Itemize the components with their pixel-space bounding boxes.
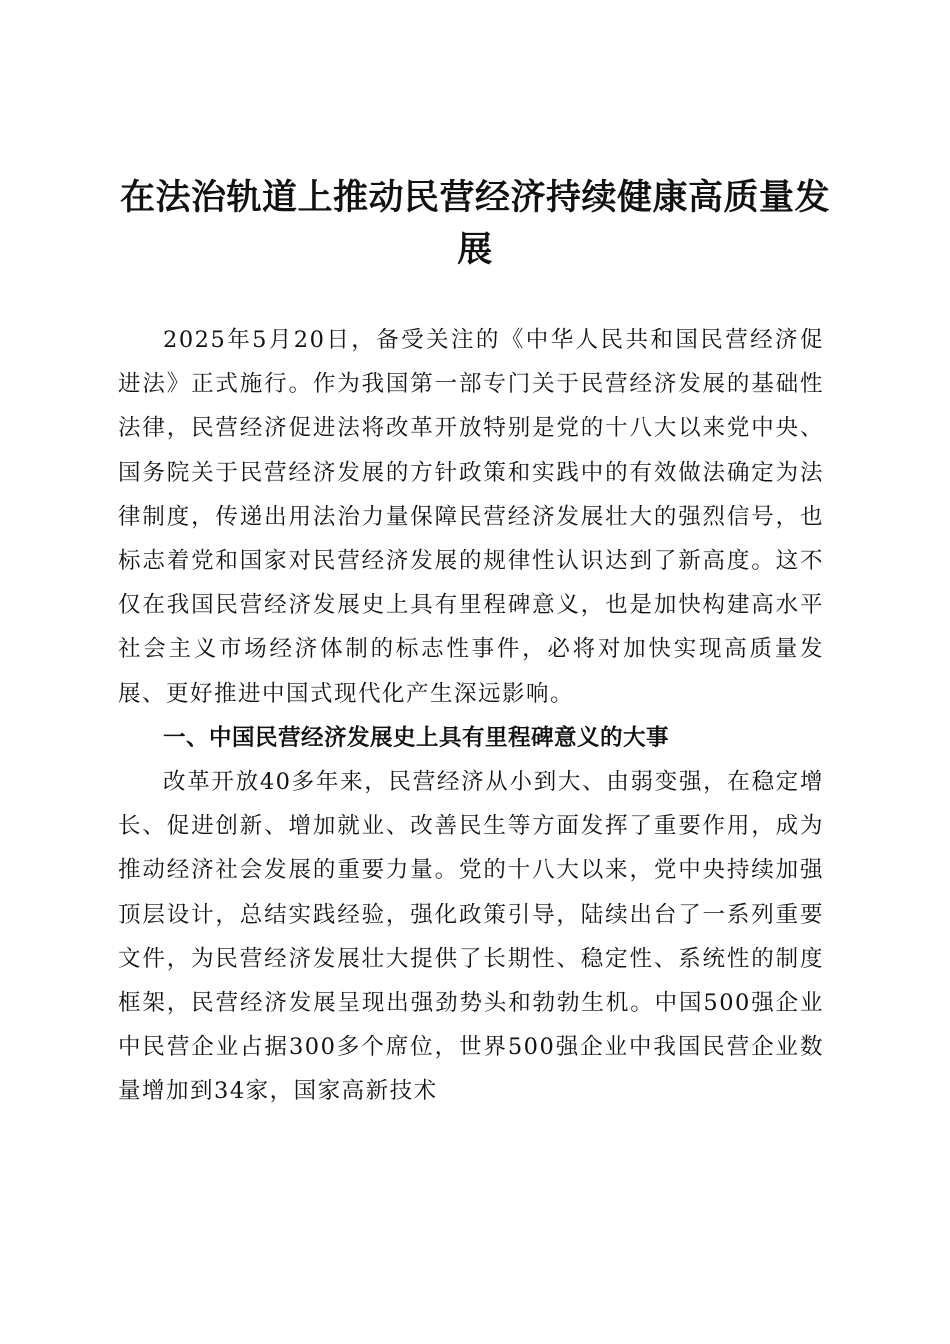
section-paragraph: 改革开放40多年来，民营经济从小到大、由弱变强，在稳定增长、促进创新、增加就业、改善民生等方面发挥了重要作用，成为推动经济社会发展的重要力量。党的十八大以来，党中央持续加强顶层设计，总结实践经验，强化政策引导，陆续出台了一系列重要文件，为民营经济发展壮大提供了长期性、稳定性、系统性的制度框架，民营经济发展呈现出强劲势头和勃勃生机。中国500强企业中民营企业占据300多个席位，世界500强企业中我国民营企业数量增加到34家，国家高新技术 (118, 769, 824, 1105)
document-title: 在法治轨道上推动民营经济持续健康高质量发展 (119, 177, 830, 270)
section-heading: 一、中国民营经济发展史上具有里程碑意义的大事 (163, 724, 670, 751)
document-body (118, 318, 824, 1114)
intro-paragraph: 2025年5月20日，备受关注的《中华人民共和国民营经济促进法》正式施行。作为我国第一部专门关于民营经济发展的基础性法律，民营经济促进法将改革开放特别是党的十八大以来党中央、国务院关于民营经济发展的方针政策和实践中的有效做法确定为法律制度，传递出用法治力量保障民营经济发展壮大的强烈信号，也标志着党和国家对民营经济发展的规律性认识达到了新高度。这不仅在我国民营经济发展史上具有里程碑意义，也是加快构建高水平社会主义市场经济体制的标志性事件，必将对加快实现高质量发展、更好推进中国式现代化产生深远影响。 (118, 327, 824, 707)
